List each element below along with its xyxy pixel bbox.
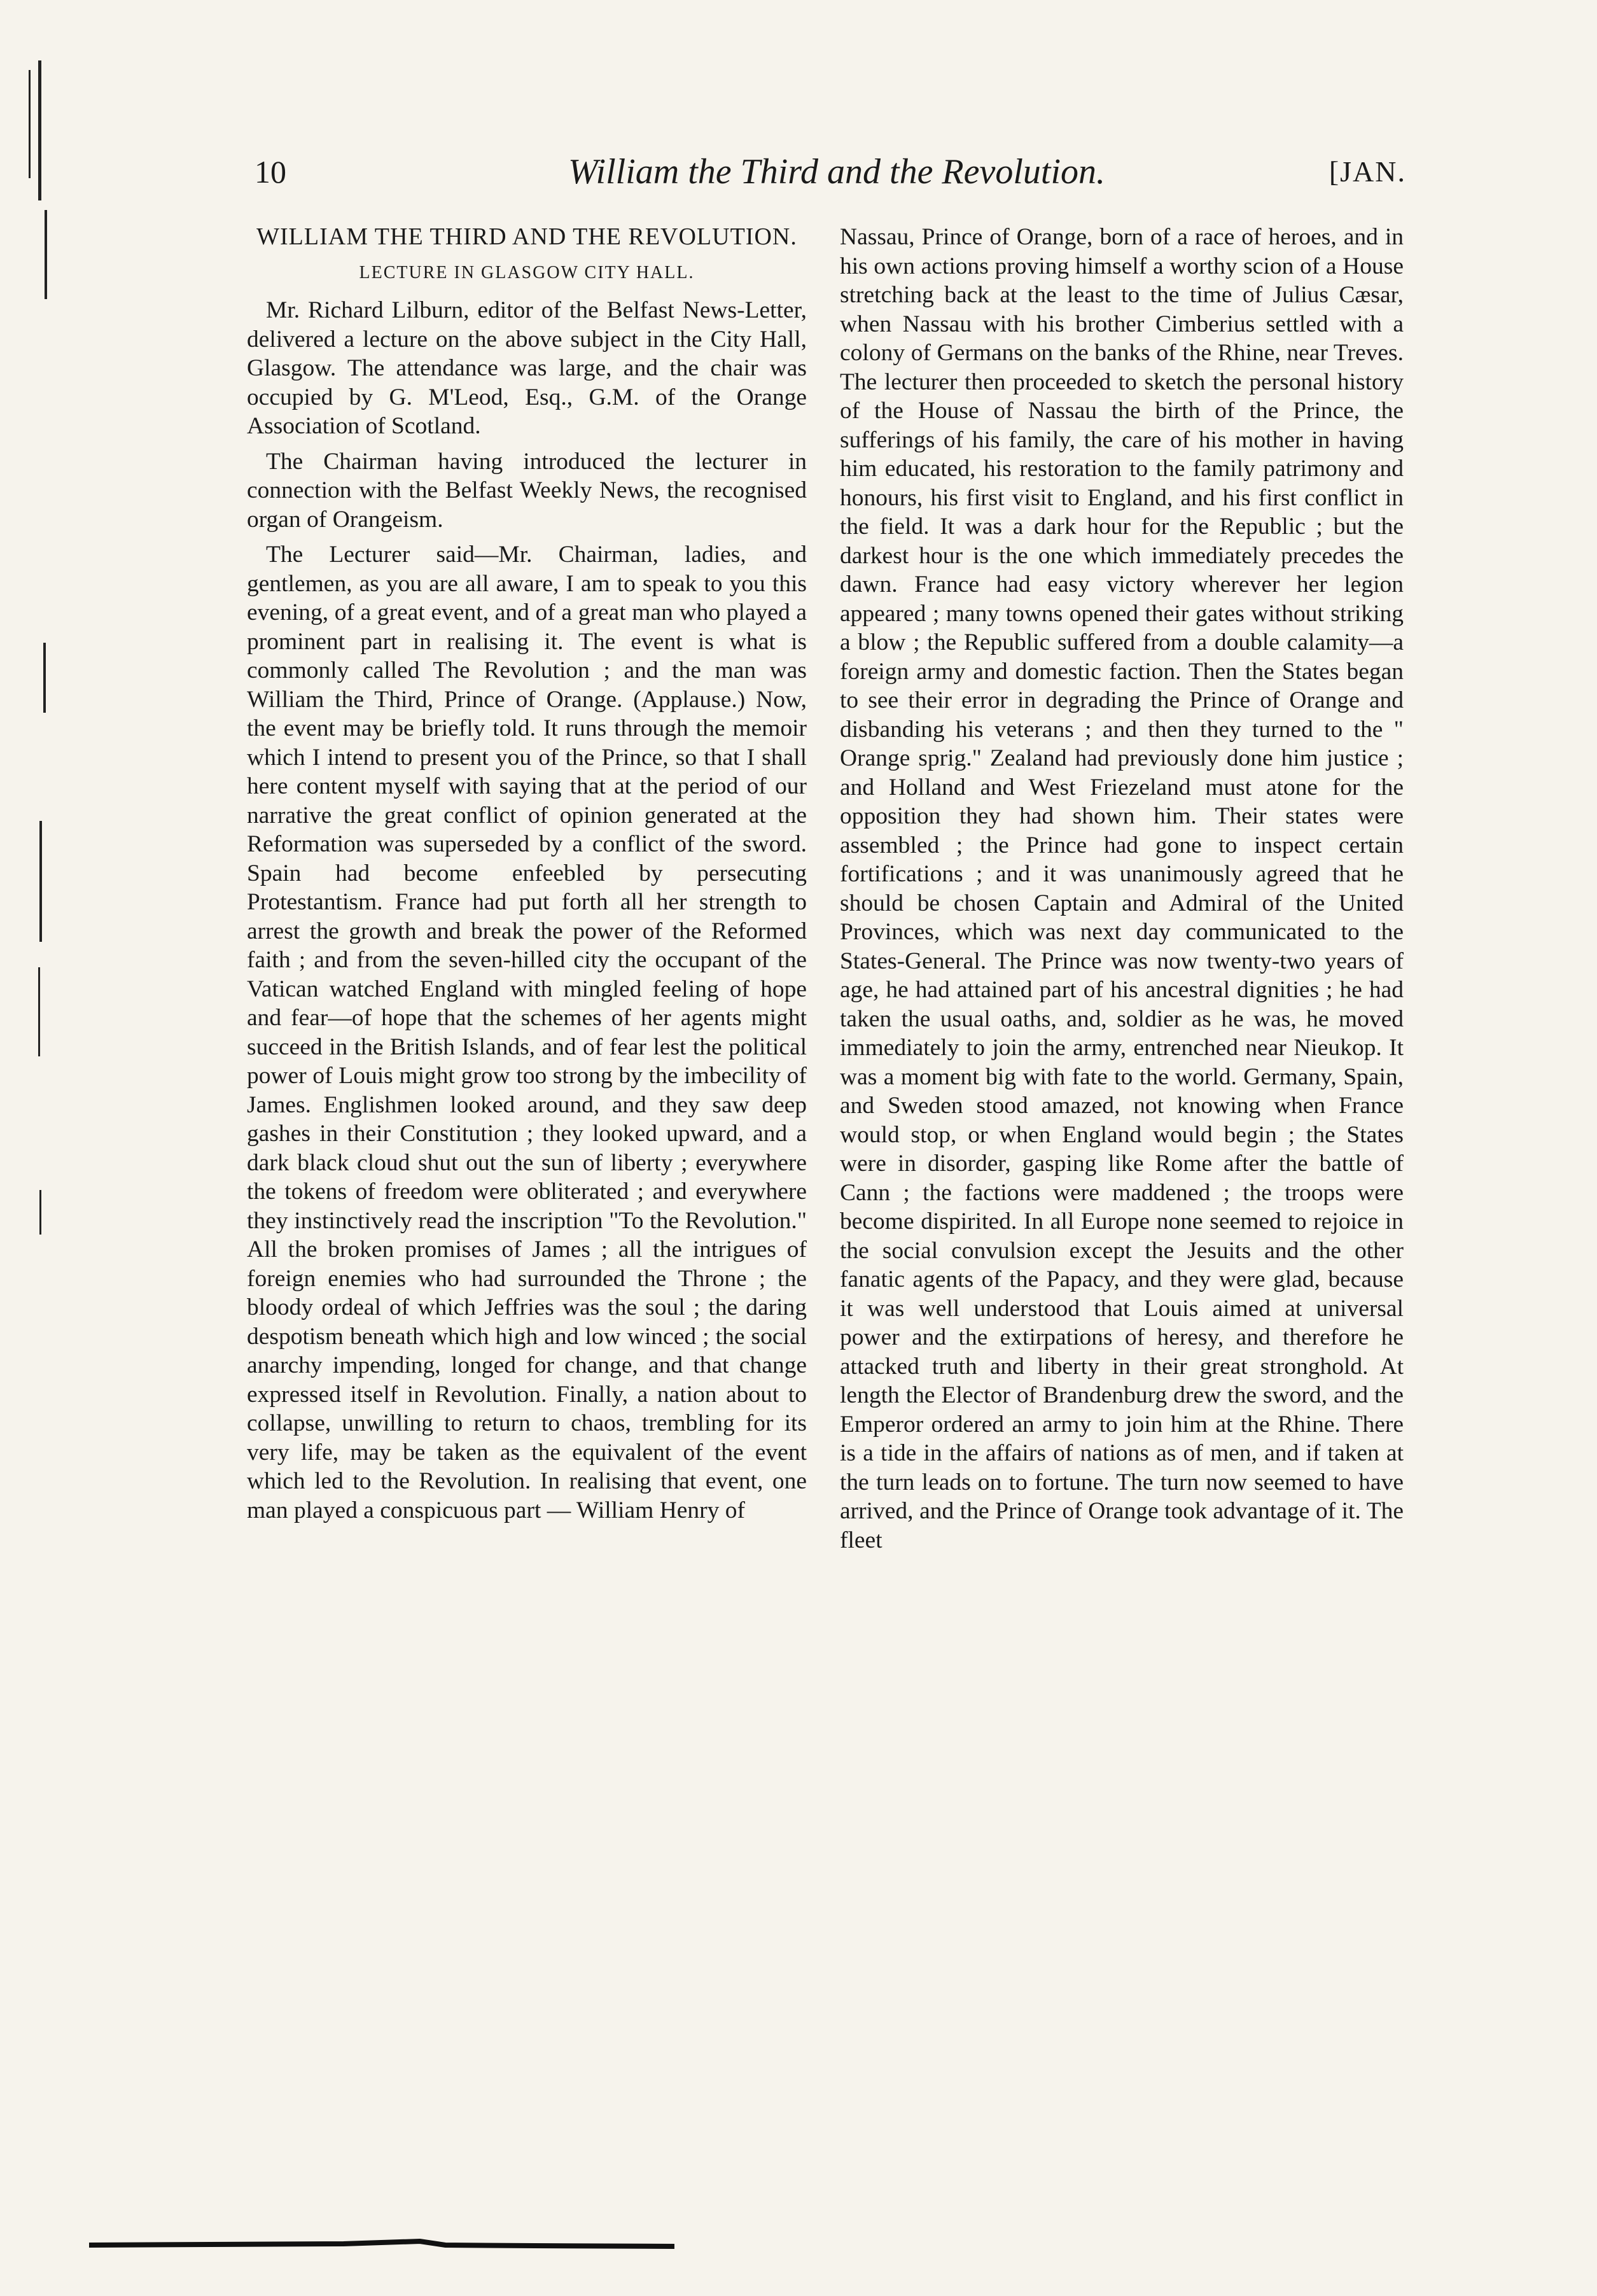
scan-edge-mark <box>43 643 46 713</box>
article-paragraph: The Chairman having introduced the lecturer in connection with the Belfast Weekly News, the recognised organ of Orangeism. <box>247 448 807 533</box>
footer-rule <box>89 2239 674 2251</box>
page-number: 10 <box>255 154 286 190</box>
running-header <box>255 153 1406 204</box>
running-month: [JAN. <box>1329 155 1406 188</box>
scan-edge-mark <box>29 70 31 178</box>
running-title: William the Third and the Revolution. <box>568 152 1106 192</box>
scan-edge-mark <box>39 821 42 942</box>
article-title: WILLIAM THE THIRD AND THE REVOLUTION. <box>256 223 797 250</box>
right-column <box>840 223 1404 1561</box>
scan-edge-mark <box>38 967 40 1056</box>
article-subtitle: LECTURE IN GLASGOW CITY HALL. <box>359 263 695 283</box>
scan-edge-mark <box>39 1190 41 1235</box>
article-paragraph: Mr. Richard Lilburn, editor of the Belfast News-Letter, delivered a lecture on the above subject in the City Hall, Glasgow. The attendance was large, and the chair was occupied by G. M'Leod, Esq., G.M. of the Orange Association of Scotland. <box>247 297 807 439</box>
scan-edge-mark <box>45 210 47 299</box>
article-paragraph: Nassau, Prince of Orange, born of a race of heroes, and in his own actions proving himself a worthy scion of a House stretching back at the least to the time of Julius Cæsar, when Nassau with his brother Cimberius settled with a colony of Germans on the banks of the Rhine, near Treves. The lecturer then proceeded to sketch the personal history of the House of Nassau the birth of the Prince, the sufferings of his family, the care of his mother in having him educated, his restoration to the family patrimony and honours, his first visit to England, and his first conflict in the field. It was a dark hour for the Republic ; but the darkest hour is the one which immediately precedes the dawn. France had easy victory wherever her legion appeared ; many towns opened their gates without striking a blow ; the Republic suffered from a double calamity—a foreign army and domestic faction. Then the States began to see their error in degrading the Prince of Orange and disbanding his veterans ; and then they turned to the " Orange sprig." Zealand had previously done him justice ; and Holland and West Friezeland must atone for the opposition they had shown him. Their states were assembled ; the Prince had gone to inspect certain fortifications ; and it was unanimously agreed that he should be chosen Captain and Admiral of the United Provinces, which was next day communicated to the States-General. The Prince was now twenty-two years of age, he had attained part of his ancestral dignities ; he had taken the usual oaths, and, soldier as he was, he moved immediately to join the army, entrenched near Nieukop. It was a moment big with fate to the world. Germany, Spain, and Sweden stood amazed, not knowing when France would stop, or when England would begin ; the States were in disorder, gasping like Rome after the battle of Cann ; the factions were maddened ; the troops were become dispirited. In all Europe none seemed to rejoice in the social convulsion except the Jesuits and the other fanatic agents of the Papacy, and they were glad, because it was well understood that Louis aimed at universal power and the extirpations of heresy, and therefore he attacked truth and liberty in their great stronghold. At length the Elector of Brandenburg drew the sword, and the Emperor ordered an army to join him at the Rhine. There is a tide in the affairs of nations as of men, and if taken at the turn leads on to fortune. The turn now seemed to have arrived, and the Prince of Orange took advantage of it. The fleet <box>840 224 1404 1553</box>
article-paragraph: The Lecturer said—Mr. Chairman, ladies, and gentlemen, as you are all aware, I am to speak to you this evening, of a great event, and of a great man who played a prominent part in realising it. The event is what is commonly called The Revolution ; and the man was William the Third, Prince of Orange. (Applause.) Now, the event may be briefly told. It runs through the memoir which I intend to present you of the Prince, so that I shall here content myself with saying that at the period of our narrative the great conflict of opinion generated at the Reformation was superseded by a conflict of the sword. Spain had become enfeebled by persecuting Protestantism. France had put forth all her strength to arrest the growth and break the power of the Reformed faith ; and from the seven-hilled city the occupant of the Vatican watched England with mingled feeling of hope and fear—of hope that the schemes of her agents might succeed in the British Islands, and of fear lest the political power of Louis might grow too strong by the imbecility of James. Englishmen looked around, and they saw deep gashes in their Constitution ; they looked upward, and a dark black cloud shut out the sun of liberty ; everywhere the tokens of freedom were obliterated ; and everywhere they instinctively read the inscription "To the Revolution." All the broken promises of James ; all the intrigues of foreign enemies who had surrounded the Throne ; the bloody ordeal of which Jeffries was the soul ; the daring despotism beneath which high and low winced ; the social anarchy impending, longed for change, and that change expressed itself in Revolution. Finally, a nation about to collapse, unwilling to return to chaos, trembling for its very life, may be taken as the equivalent of the event which led to the Revolution. In realising that event, one man played a conspicuous part — William Henry of <box>247 542 807 1523</box>
scan-edge-mark <box>38 60 41 200</box>
left-column <box>247 223 807 1531</box>
